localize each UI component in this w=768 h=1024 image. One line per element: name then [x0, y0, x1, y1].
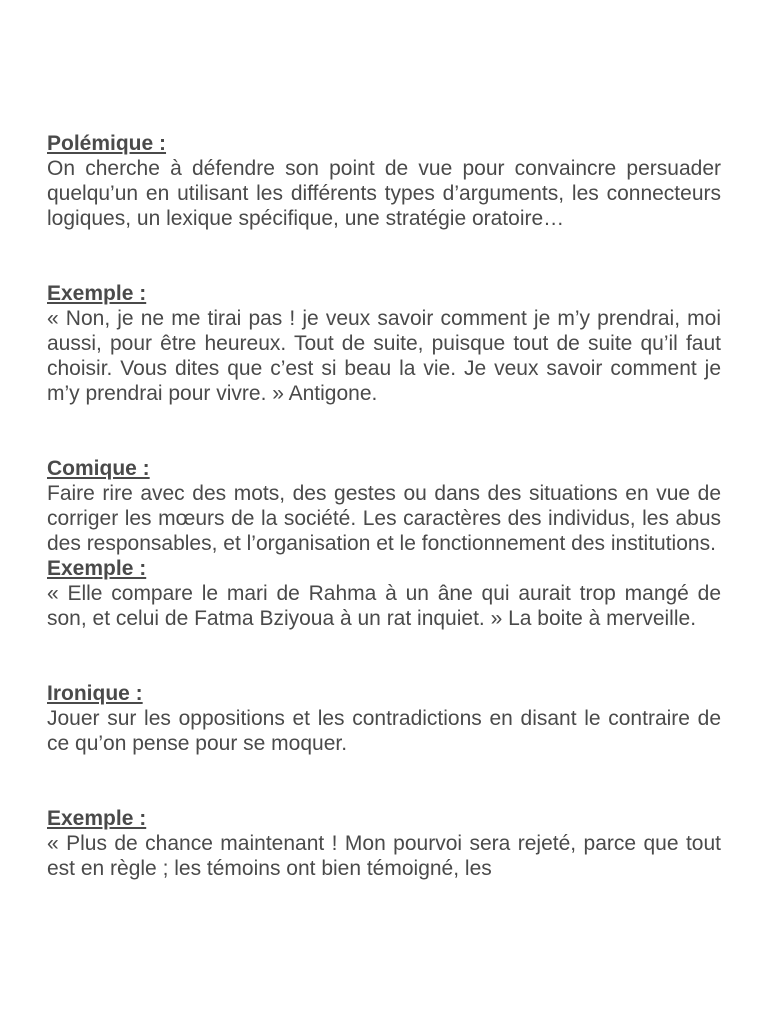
section-heading: Ironique : — [47, 682, 143, 705]
section-heading: Comique : — [47, 457, 150, 480]
section-text: On cherche à défendre son point de vue pour convaincre persuader quelqu’un en utilisant les différents types d’arguments, les connecteurs logiques, un lexique spécifique, une stratégie oratoire… — [47, 157, 721, 230]
section-heading: Exemple : — [47, 557, 147, 580]
section-comique — [47, 456, 721, 556]
section-exemple-3 — [47, 806, 721, 881]
section-text: « Plus de chance maintenant ! Mon pourvoi sera rejeté, parce que tout est en règle ; les témoins ont bien témoigné, les — [47, 832, 721, 880]
section-text: « Non, je ne me tirai pas ! je veux savoir comment je m’y prendrai, moi aussi, pour être heureux. Tout de suite, puisque tout de suite qu’il faut choisir. Vous dites que c’est si beau la vie. Je veux savoir comment je m’y prendrai pour vivre. » Antigone. — [47, 307, 721, 405]
section-heading: Exemple : — [47, 807, 147, 830]
section-heading: Polémique : — [47, 132, 167, 155]
section-heading: Exemple : — [47, 282, 147, 305]
section-polemique — [47, 131, 721, 231]
section-ironique — [47, 681, 721, 756]
section-exemple-1 — [47, 281, 721, 406]
document-page — [47, 131, 721, 881]
section-text: Faire rire avec des mots, des gestes ou dans des situations en vue de corriger les mœurs de la société. Les caractères des individus, les abus des responsables, et l’organisation et le fonctionnement des institutions. — [47, 482, 721, 555]
section-text: Jouer sur les oppositions et les contradictions en disant le contraire de ce qu’on pense pour se moquer. — [47, 707, 721, 755]
section-exemple-2 — [47, 556, 721, 631]
section-text: « Elle compare le mari de Rahma à un âne qui aurait trop mangé de son, et celui de Fatma Bziyoua à un rat inquiet. » La boite à merveille. — [47, 582, 721, 630]
